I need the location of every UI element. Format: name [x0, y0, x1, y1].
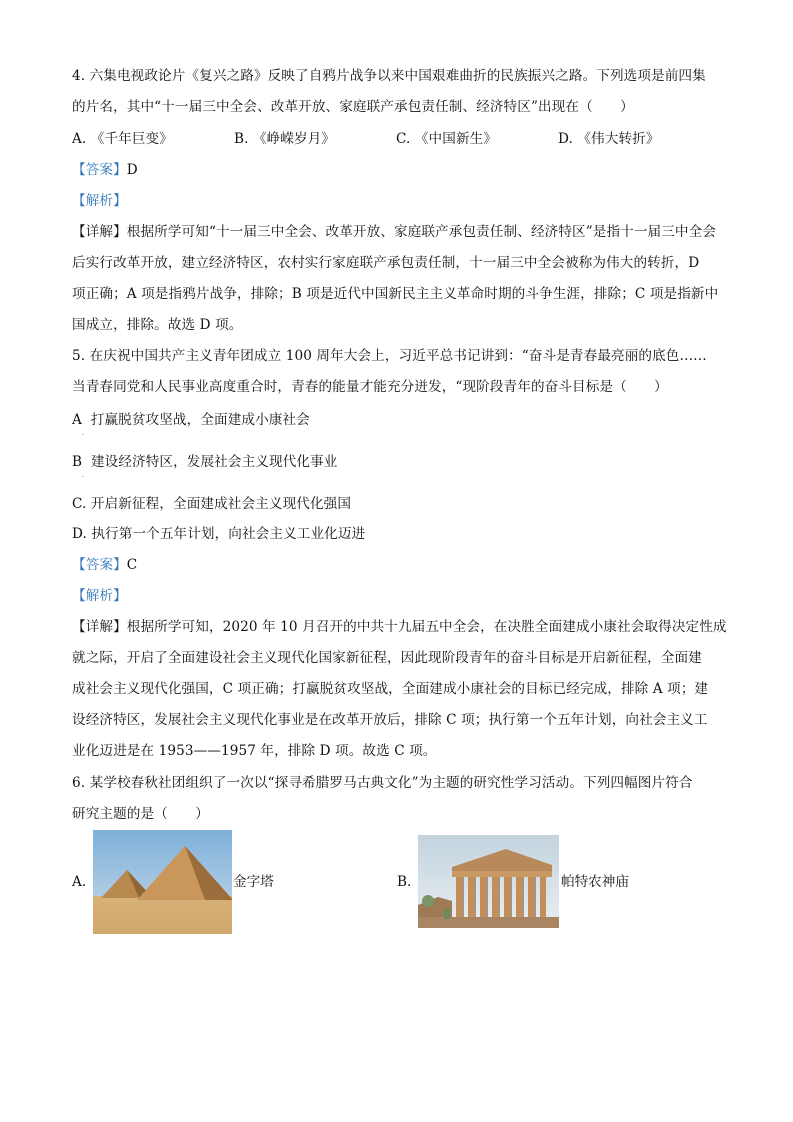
q5-detail-line4: 设经济特区，发展社会主义现代化事业是在改革开放后，排除 C 项；执行第一个五年计划，向社会主义工 [72, 712, 708, 728]
q5-option-c: C. 开启新征程，全面建成社会主义现代化强国 [72, 496, 352, 512]
q6-stem-line2: 研究主题的是（ ） [72, 806, 209, 822]
q4-analysis-tag: 【解析】 [72, 193, 127, 209]
answer-tag: 【答案】 [72, 162, 127, 178]
parthenon-image [418, 835, 559, 928]
q6-option-a-key: A. [72, 874, 87, 890]
q5-option-a-dot: . [82, 430, 84, 437]
detail-tag: 【详解】 [72, 619, 127, 635]
q5-detail-line1: 【详解】根据所学可知，2020 年 10 月召开的中共十九届五中全会，在决胜全面建成小康社会取得决定性成 [72, 619, 727, 635]
pyramids-photo [93, 830, 232, 934]
q4-option-a: A. 《千年巨变》 [72, 131, 173, 147]
q4-answer: 【答案】D [72, 162, 138, 178]
q4-detail-line2: 后实行改革开放，建立经济特区，农村实行家庭联产承包责任制，十一届三中全会被称为伟大的转折，D [72, 255, 700, 271]
answer-tag: 【答案】 [72, 557, 127, 573]
detail-tag: 【详解】 [72, 224, 127, 240]
q4-option-c: C. 《中国新生》 [396, 131, 498, 147]
q5-stem-line1: 5. 在庆祝中国共产主义青年团成立 100 周年大会上，习近平总书记讲到：“奋斗是青春最亮丽的底色…… [72, 348, 707, 364]
q4-option-b: B. 《峥嵘岁月》 [234, 131, 336, 147]
q6-option-b-caption: 帕特农神庙 [561, 874, 629, 890]
q4-stem-line2: 的片名，其中“十一届三中全会、改革开放、家庭联产承包责任制、经济特区”出现在（ ） [72, 99, 634, 115]
q5-detail-line5: 业化迈进是在 1953——1957 年，排除 D 项。故选 C 项。 [72, 743, 437, 759]
q5-option-b-dot: . [82, 472, 84, 479]
q5-option-d: D. 执行第一个五年计划，向社会主义工业化迈进 [72, 526, 366, 542]
q5-option-a: A 打赢脱贫攻坚战，全面建成小康社会 [72, 412, 310, 428]
q4-stem-line1: 4. 六集电视政论片《复兴之路》反映了自鸦片战争以来中国艰难曲折的民族振兴之路。下列选项是前四集 [72, 68, 706, 84]
q5-detail-line2: 就之际，开启了全面建设社会主义现代化国家新征程，因此现阶段青年的奋斗目标是开启新征程，全面建 [72, 650, 702, 666]
q4-detail-line3: 项正确；A 项是指鸦片战争，排除；B 项是近代中国新民主主义革命时期的斗争生涯，排除；C 项是指新中 [72, 286, 719, 302]
q5-detail-line3: 成社会主义现代化强国，C 项正确；打赢脱贫攻坚战，全面建成小康社会的目标已经完成，排除 A 项；建 [72, 681, 709, 697]
q4-detail-line1: 【详解】根据所学可知“十一届三中全会、改革开放、家庭联产承包责任制、经济特区”是指十一届三中全会 [72, 224, 717, 240]
q4-detail-line4: 国成立，排除。故选 D 项。 [72, 317, 243, 333]
q6-option-b-key: B. [397, 874, 412, 890]
q4-option-d: D. 《伟大转折》 [558, 131, 660, 147]
q5-answer: 【答案】C [72, 557, 138, 573]
q6-stem-line1: 6. 某学校春秋社团组织了一次以“探寻希腊罗马古典文化”为主题的研究性学习活动。下列四幅图片符合 [72, 775, 693, 791]
parthenon-photo [418, 835, 559, 928]
q6-option-a-caption: 金字塔 [233, 874, 274, 890]
q5-option-b: B 建设经济特区，发展社会主义现代化事业 [72, 454, 338, 470]
pyramids-image [93, 830, 232, 934]
q5-analysis-tag: 【解析】 [72, 588, 127, 604]
q5-stem-line2: 当青春同党和人民事业高度重合时，青春的能量才能充分迸发，“现阶段青年的奋斗目标是（ ） [72, 379, 668, 395]
